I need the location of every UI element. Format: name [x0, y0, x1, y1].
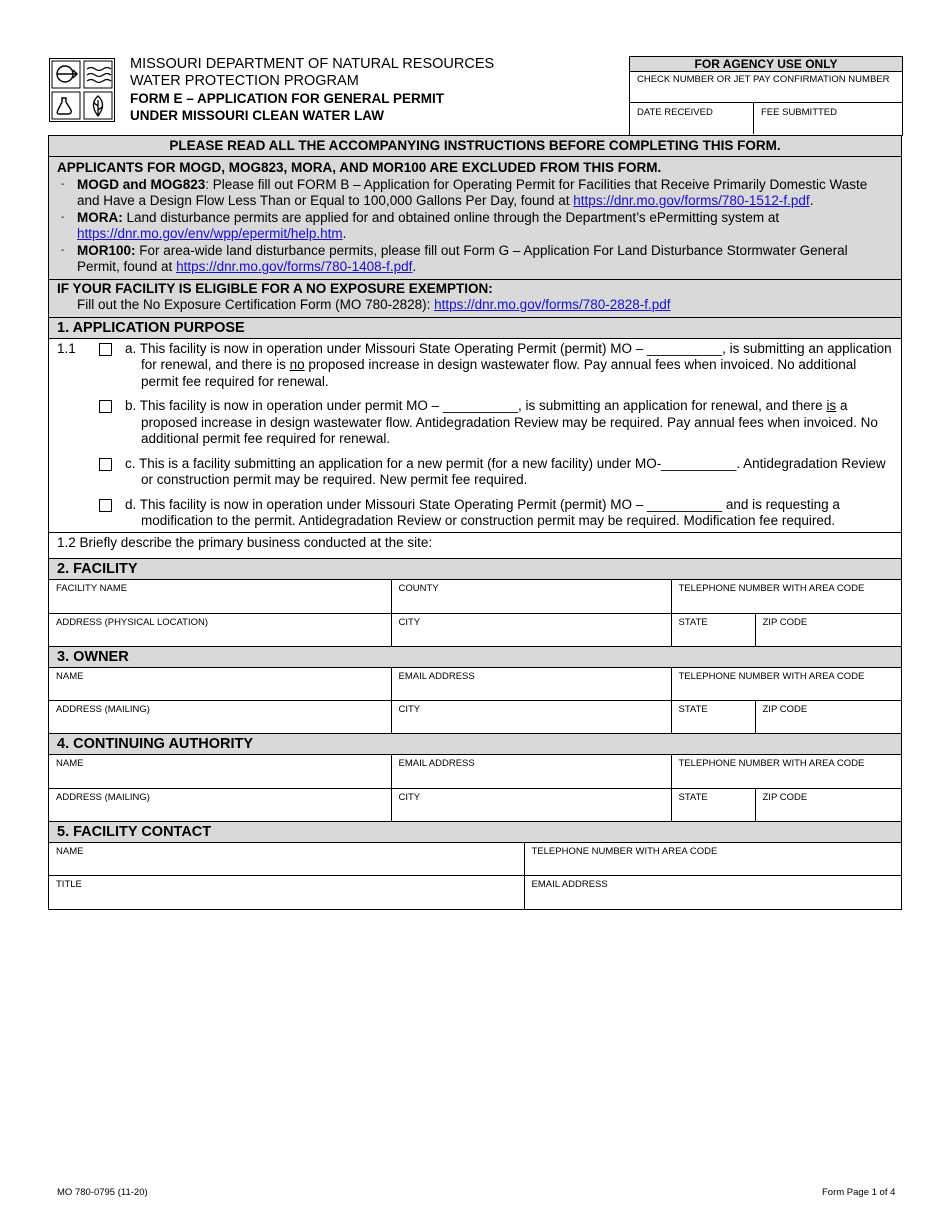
ca-address-field[interactable]: ADDRESS (MAILING)	[49, 788, 391, 821]
facility-state-field[interactable]: STATE	[671, 613, 755, 646]
facility-table	[49, 580, 901, 647]
check-number-field: CHECK NUMBER OR JET PAY CONFIRMATION NUMBER	[630, 72, 902, 103]
purpose-option-a: 1.1 a. This facility is now in operation under Missouri State Operating Permit (permit) MO – __________, is submitting an application for renewal, and there is no proposed increase in design wastewater flow. Pay annual fees when invoiced. No additional permit fee required for renewal.	[57, 340, 892, 389]
ca-state-field[interactable]: STATE	[671, 788, 755, 821]
section-2-title: 2. FACILITY	[49, 559, 901, 580]
contact-title-field[interactable]: TITLE	[49, 876, 524, 909]
question-number: 1.1	[57, 340, 76, 356]
ca-city-field[interactable]: CITY	[391, 788, 671, 821]
exclusion-item: - MOGD and MOG823: Please fill out FORM B – Application for Operating Permit for Facilities that Receive Primarily Domestic Waste and Have a Design Flow Less Than or Equal to 100,000 Gallons Per Day, found at https://dnr.mo.gov/forms/780-1512-f.pdf.	[61, 176, 868, 208]
purpose-option-c: c. This is a facility submitting an application for a new permit (for a new facility) under MO-__________. Antidegradation Review or construction permit may be required. New permit fee required.	[57, 456, 893, 489]
form-g-link[interactable]: https://dnr.mo.gov/forms/780-1408-f.pdf	[176, 259, 413, 274]
dnr-logo	[49, 58, 115, 122]
section-3-title: 3. OWNER	[49, 647, 901, 668]
form-subtitle: UNDER MISSOURI CLEAN WATER LAW	[130, 108, 384, 123]
ca-name-field[interactable]: NAME	[49, 755, 391, 788]
agency-use-title: FOR AGENCY USE ONLY	[630, 57, 902, 72]
owner-phone-field[interactable]: TELEPHONE NUMBER WITH AREA CODE	[671, 668, 901, 701]
epermitting-link[interactable]: https://dnr.mo.gov/env/wpp/epermit/help.htm	[77, 226, 343, 241]
facility-name-field[interactable]: FACILITY NAME	[49, 580, 391, 613]
form-b-link[interactable]: https://dnr.mo.gov/forms/780-1512-f.pdf	[573, 193, 810, 208]
facility-address-field[interactable]: ADDRESS (PHYSICAL LOCATION)	[49, 613, 391, 646]
ca-email-field[interactable]: EMAIL ADDRESS	[391, 755, 671, 788]
checkbox-option-d[interactable]	[99, 499, 112, 512]
owner-city-field[interactable]: CITY	[391, 701, 671, 734]
exclusion-item: - MORA: Land disturbance permits are applied for and obtained online through the Department’s ePermitting system at https://dnr.mo.gov/env/wpp/epermit/help.htm.	[61, 209, 780, 241]
department-name: MISSOURI DEPARTMENT OF NATURAL RESOURCES	[130, 56, 495, 72]
checkbox-option-a[interactable]	[99, 343, 112, 356]
exclusions-heading: APPLICANTS FOR MOGD, MOG823, MORA, AND MOR100 ARE EXCLUDED FROM THIS FORM.	[57, 160, 662, 175]
no-exposure-link[interactable]: https://dnr.mo.gov/forms/780-2828-f.pdf	[434, 297, 671, 312]
section-4-title: 4. CONTINUING AUTHORITY	[49, 734, 901, 755]
fee-submitted-field: FEE SUBMITTED	[761, 107, 838, 118]
contact-phone-field[interactable]: TELEPHONE NUMBER WITH AREA CODE	[524, 843, 901, 876]
section-5-title: 5. FACILITY CONTACT	[49, 822, 901, 843]
owner-state-field[interactable]: STATE	[671, 701, 755, 734]
purpose-option-d: d. This facility is now in operation under Missouri State Operating Permit (permit) MO – __________ and is requesting a modification to the permit. Antidegradation Review or construction permit may be required. Modification fee required.	[57, 497, 893, 530]
facility-contact-table	[49, 843, 901, 909]
application-purpose-options	[49, 339, 901, 533]
facility-phone-field[interactable]: TELEPHONE NUMBER WITH AREA CODE	[671, 580, 901, 613]
owner-email-field[interactable]: EMAIL ADDRESS	[391, 668, 671, 701]
section-1-title: 1. APPLICATION PURPOSE	[49, 318, 901, 339]
county-field[interactable]: COUNTY	[391, 580, 671, 613]
exclusion-item: - MOR100: For area-wide land disturbance permits, please fill out Form G – Application For Land Disturbance Stormwater General Permit, found at https://dnr.mo.gov/forms/780-1408-f.pdf.	[61, 242, 848, 274]
checkbox-option-b[interactable]	[99, 400, 112, 413]
agency-use-box	[629, 56, 903, 136]
primary-business-question[interactable]: 1.2 Briefly describe the primary business conducted at the site:	[49, 533, 901, 560]
form-number: MO 780-0795 (11-20)	[57, 1187, 148, 1198]
ca-phone-field[interactable]: TELEPHONE NUMBER WITH AREA CODE	[671, 755, 901, 788]
owner-table	[49, 668, 901, 735]
permit-number-blank-c[interactable]: __________	[661, 455, 737, 471]
continuing-authority-table	[49, 755, 901, 822]
no-exposure-heading: IF YOUR FACILITY IS ELIGIBLE FOR A NO EXPOSURE EXEMPTION:	[57, 280, 493, 296]
facility-city-field[interactable]: CITY	[391, 613, 671, 646]
form-header	[130, 56, 494, 124]
ca-zip-field[interactable]: ZIP CODE	[755, 788, 901, 821]
no-exposure-block: IF YOUR FACILITY IS ELIGIBLE FOR A NO EXPOSURE EXEMPTION: Fill out the No Exposure Certification Form (MO 780-2828): https://dnr.mo.gov/forms/780-2828-f.pdf	[49, 280, 901, 318]
contact-name-field[interactable]: NAME	[49, 843, 524, 876]
permit-number-blank-b[interactable]: __________	[442, 398, 518, 413]
page-number: Form Page 1 of 4	[822, 1187, 896, 1198]
owner-zip-field[interactable]: ZIP CODE	[755, 701, 901, 734]
owner-name-field[interactable]: NAME	[49, 668, 391, 701]
program-name: WATER PROTECTION PROGRAM	[130, 73, 359, 89]
contact-email-field[interactable]: EMAIL ADDRESS	[531, 879, 608, 890]
form-body	[48, 135, 902, 910]
permit-number-blank-a[interactable]: __________	[646, 340, 723, 356]
checkbox-option-c[interactable]	[99, 458, 112, 471]
form-title: FORM E – APPLICATION FOR GENERAL PERMIT	[130, 91, 445, 106]
date-received-field: DATE RECEIVED	[630, 103, 754, 134]
instructions-notice: PLEASE READ ALL THE ACCOMPANYING INSTRUCTIONS BEFORE COMPLETING THIS FORM.	[49, 136, 901, 157]
owner-address-field[interactable]: ADDRESS (MAILING)	[49, 701, 391, 734]
purpose-option-b: b. This facility is now in operation under permit MO – __________, is submitting an application for renewal, and there is a proposed increase in design wastewater flow. Antidegradation Review may be required. Pay annual fees when invoiced. No additional permit fee required for renewal.	[57, 398, 893, 448]
facility-zip-field[interactable]: ZIP CODE	[755, 613, 901, 646]
permit-number-blank-d[interactable]: __________	[646, 496, 723, 512]
exclusions-block	[49, 157, 901, 280]
